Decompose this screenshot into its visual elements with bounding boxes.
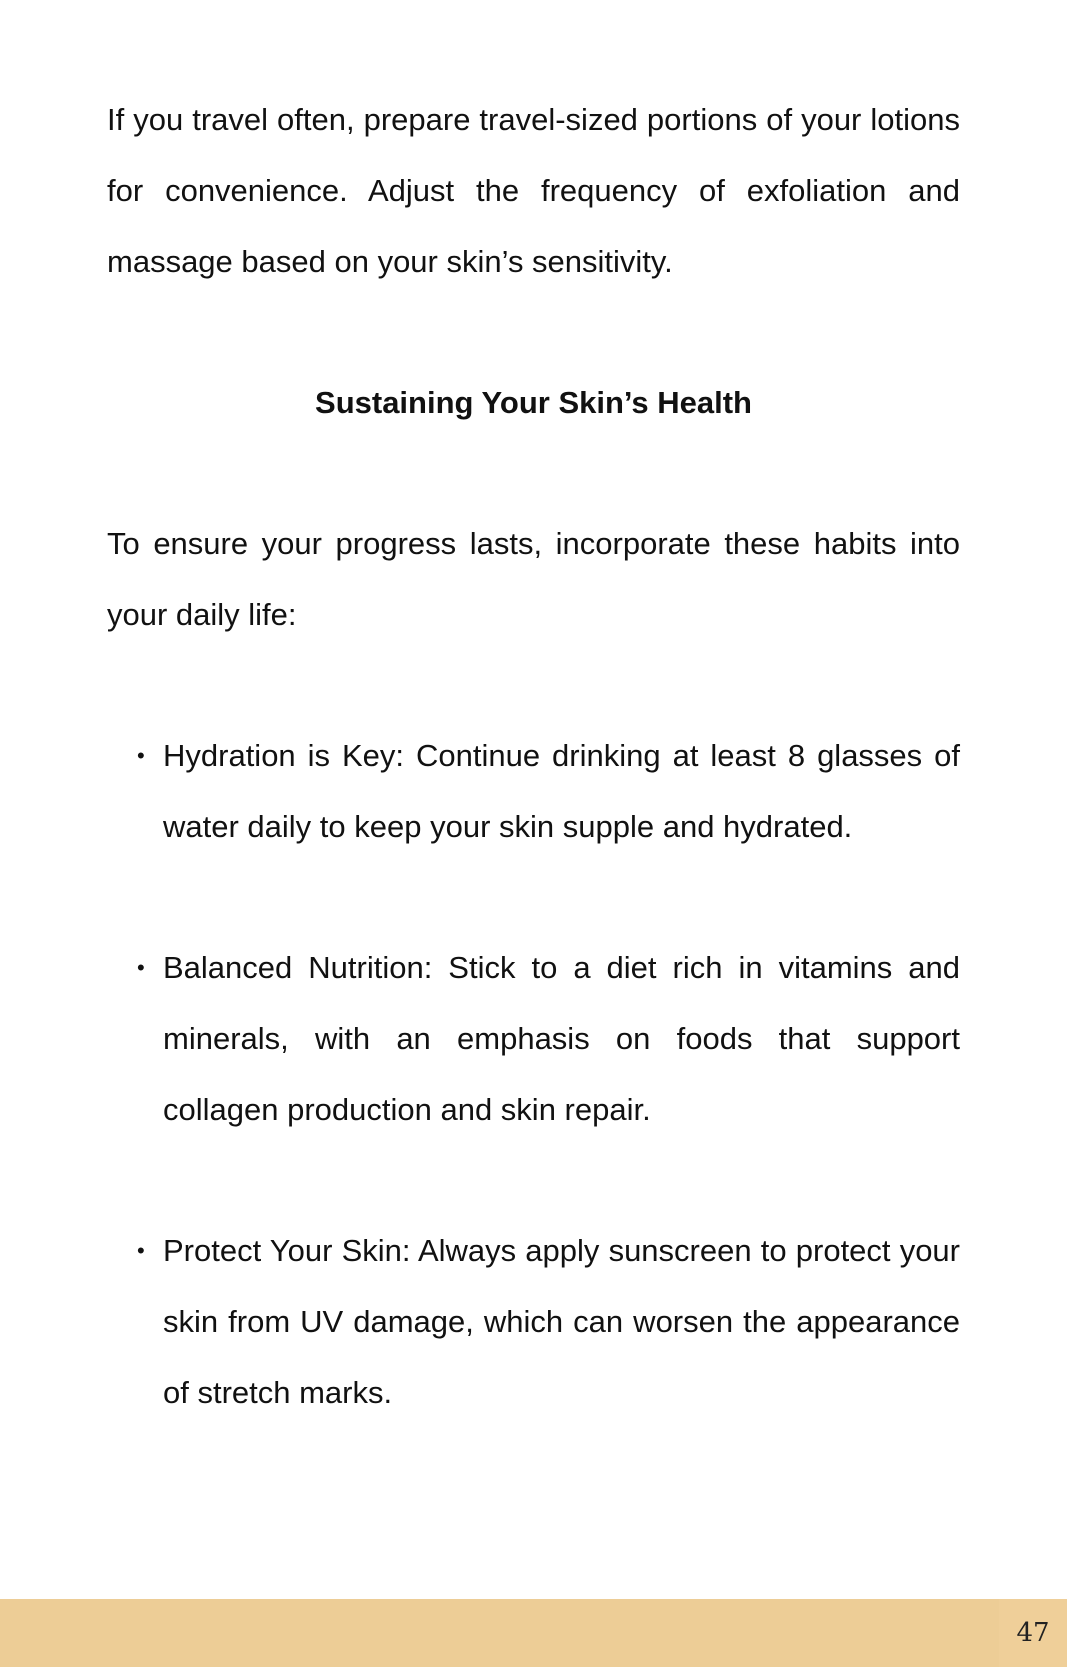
page-number: 47 [1016,1618,1050,1648]
list-item-text: Hydration is Key: Continue drinking at least 8 glasses of water daily to keep your skin supple and hydrated. [163,738,960,844]
list-item [107,720,960,862]
bullet-icon: • [137,1238,145,1263]
list-item-text: Balanced Nutrition: Stick to a diet rich in vitamins and minerals, with an emphasis on foods that support collagen production and skin repair. [163,950,960,1127]
list-item [107,1215,960,1428]
travel-paragraph: If you travel often, prepare travel-sized portions of your lotions for convenience. Adjust the frequency of exfoliation and massage based on your skin’s sensitivity. [107,102,960,279]
bullet-icon: • [137,955,145,980]
bullet-icon: • [137,743,145,768]
intro-paragraph: To ensure your progress lasts, incorporate these habits into your daily life: [107,526,960,632]
page-content [107,84,960,1498]
section-heading: Sustaining Your Skin’s Health [315,385,752,420]
page-number-box [999,1599,1067,1667]
habits-list [107,720,960,1428]
footer-bar [0,1599,1067,1667]
list-item-text: Protect Your Skin: Always apply sunscreen to protect your skin from UV damage, which can worsen the appearance of stretch marks. [163,1233,960,1410]
list-item [107,932,960,1145]
